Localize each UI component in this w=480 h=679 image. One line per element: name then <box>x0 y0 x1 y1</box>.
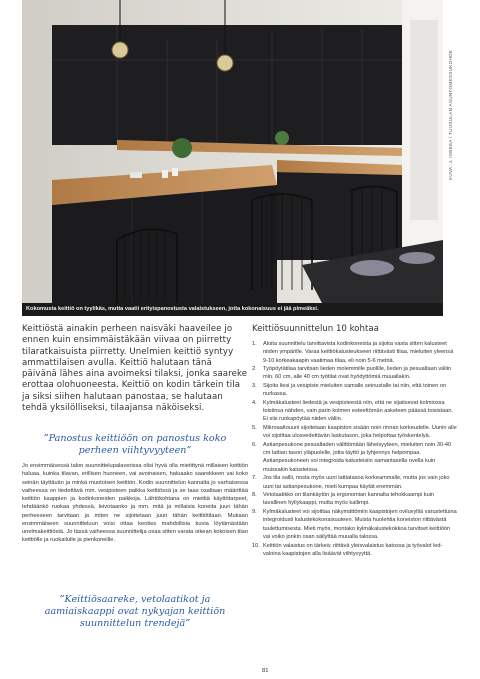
list-number: 1. <box>252 341 257 347</box>
tips-heading: Keittiösuunnittelun 10 kohtaa <box>252 324 379 334</box>
list-text: Sijoita liesi ja vesipiste mieluiten samalle seinustalle tai niin, että toinen on nurkassa. <box>263 383 447 398</box>
list-text: Työpöytätilaa tarvitsan lieden molemmille puolille, lieden ja pesualtaan väliin min. 60 cm, alle 40 cm työtilat ovat hyödyttömiä muuallakin. <box>263 366 452 381</box>
body-paragraph: Jo ensimmäisessä talon suunnittelupalaverissa olisi hyvä olla mietittynä millaisen keittiön haluaa, kuinka tilavan, erillisen huoneen, vai avoinaisen, haluaako saarekkeen vai koko seinän täyttävän ja minkä muotoisen keittiön. Kodin suunnittelun kannalta jo varhaisessa vaiheessa on tiedettävä mm. vesipisteen paikka keittiössä ja se taas osaltaan määrittää keittiön kaappien ja kodinkoneiden paikkoja. Lähtökohtana on miettiä käyttötarpeet, tehdäänkö ruokaa yhdessä, leivotaanko ja mm. mitä ja millaisia koneita juuri tähän perheeseen tarvitaan ja miten ne sijoitetaan juuri tähän keittiötilaan. Mukaan ensimmäiseen suunnitteluun voisi ottaa kenties mahdollisia kuvia löytämästään unelmakeittiöstä. Jo tässä vaiheessa suunnittelija osaa sitten varata oikean kokoisen tilan keittiölle ja ruokailulle ja pienkoneille. <box>22 463 248 544</box>
pull-quote-1: ”Panostus keittiöön on panostus koko perheen viihtyvyyteen” <box>43 433 227 456</box>
kitchen-photo <box>22 0 443 303</box>
list-number: 10. <box>252 542 260 549</box>
list-text: Vetolaatikko on tilankäytön ja ergonomian kannalta tehokkaampi kuin tavallinen hyllykaappi, mutta myös kallimpi. <box>263 492 435 507</box>
list-text: Jos tila sallii, nosta myös uuni lattiatasoa korkeammalle, mutta jos vain joko uuni tai astianpesukone, mieti kumpaa käytät enemmän. <box>263 475 450 490</box>
list-item <box>252 382 458 399</box>
list-number: 4. <box>252 399 257 406</box>
list-text: Kylmäkalusteet voi sijoittaa näkymättömiin kaapistojen oviluvylliä varustettuina integroidusti kalustekokonaisuuteen. Muista huolehtia koneiston riittävästä tuulettumisesta. Mieti myös, montako kylmäkalustekokkoa tarvitset keittiöön vai voiko jonkin osan säilyttää muualla talossa. <box>263 509 457 540</box>
list-text: Aloita suunnittelu tarvittavista kodinkoneista ja sijoita vasta sitten kalusteet niiden ympärille. Varaa keittiökalusteukseen riittävästi tilaa, mieluiten yleensä 9-10 korkeakaapin vaatimaa tilaa, eli noin 5-6 metriä. <box>263 341 454 364</box>
list-item <box>252 340 458 365</box>
list-text: Astianpesukone pesualtaden välittömään läheisyyteen, mieluiten noin 30-40 cm lattian tason yläpuolelle, jotta täyttö ja tyhjennys helpompaa. Astianpesukoneen voi integroida kalusteisiin samantasella ovella kuin muissakin kalusteissa. <box>263 441 452 473</box>
kitchen-illustration <box>22 0 443 303</box>
list-number: 7. <box>252 475 257 482</box>
list-item <box>252 365 458 382</box>
list-item <box>252 508 458 541</box>
list-text: Mikroaaltouuni sijoitetaan kaapiston sisään noin rinnan korkeudelle. Uunin alle voi sijoittaa ulosvedettävän laskutason, joka helpottaa työskentelyä. <box>263 425 457 440</box>
list-number: 3. <box>252 383 257 390</box>
list-text: Kylmäkalusteet liedestä ja vesipisteestä niin, että ne sijaitsevat kolmiossa toisiinsa nähden, vain parin kolmen esteettömän askeleen päässä toisistaan. Ei siis ruokapöytää niiden väliin. <box>263 399 453 423</box>
photo-caption: Kokomusta keittiö on tyylikäs, mutta vaatii erityispanostusta valaistukseen, jotta kokonaisuus ei jää pimeäksi. <box>22 303 443 316</box>
list-number: 8. <box>252 492 257 499</box>
list-item <box>252 399 458 424</box>
list-item <box>252 491 458 508</box>
list-number: 5. <box>252 425 257 432</box>
list-item <box>252 424 458 441</box>
list-number: 6. <box>252 441 257 448</box>
pull-quote-2: ”Keittiösaareke, vetolaatikot ja aamiaiskaappi ovat nykyajan keittiön suunnittelun trendejä” <box>44 594 226 629</box>
list-item <box>252 542 458 559</box>
list-number: 9. <box>252 509 257 516</box>
list-item <box>252 474 458 491</box>
tips-list <box>252 340 458 558</box>
list-item <box>252 441 458 474</box>
lead-paragraph: Keittiöstä ainakin perheen naisväki haaveilee jo ennen kuin ensimmäistäkään viivaa on piirretty tilaratkaisuista piirretty. Unelmien keittiö syntyy ammattilaisen avulla. Keittiö halutaan tänä päivänä lähes aina avoimeksi tilaksi, jonka saareke erottaa olohuoneesta. Keittiö on kodin tärkein tila ja siksi siihen halutaan panostaa, se halutaan tehdä yksilölliseksi, tilaajansa näköiseksi. <box>22 324 248 414</box>
page-number: 81 <box>262 668 269 674</box>
photo-credit: KUVA: J. ISBEEA / TUUSULAN ASUNTOMESSUKOHDE <box>448 49 453 180</box>
list-number: 2. <box>252 366 257 373</box>
list-text: Keittiön valaistus on tärkeä: riittävä yleisvalaistus katossa ja työvalot led-valoina kaapistojen alla lisäävät viihtyvyyttä. <box>263 542 443 557</box>
